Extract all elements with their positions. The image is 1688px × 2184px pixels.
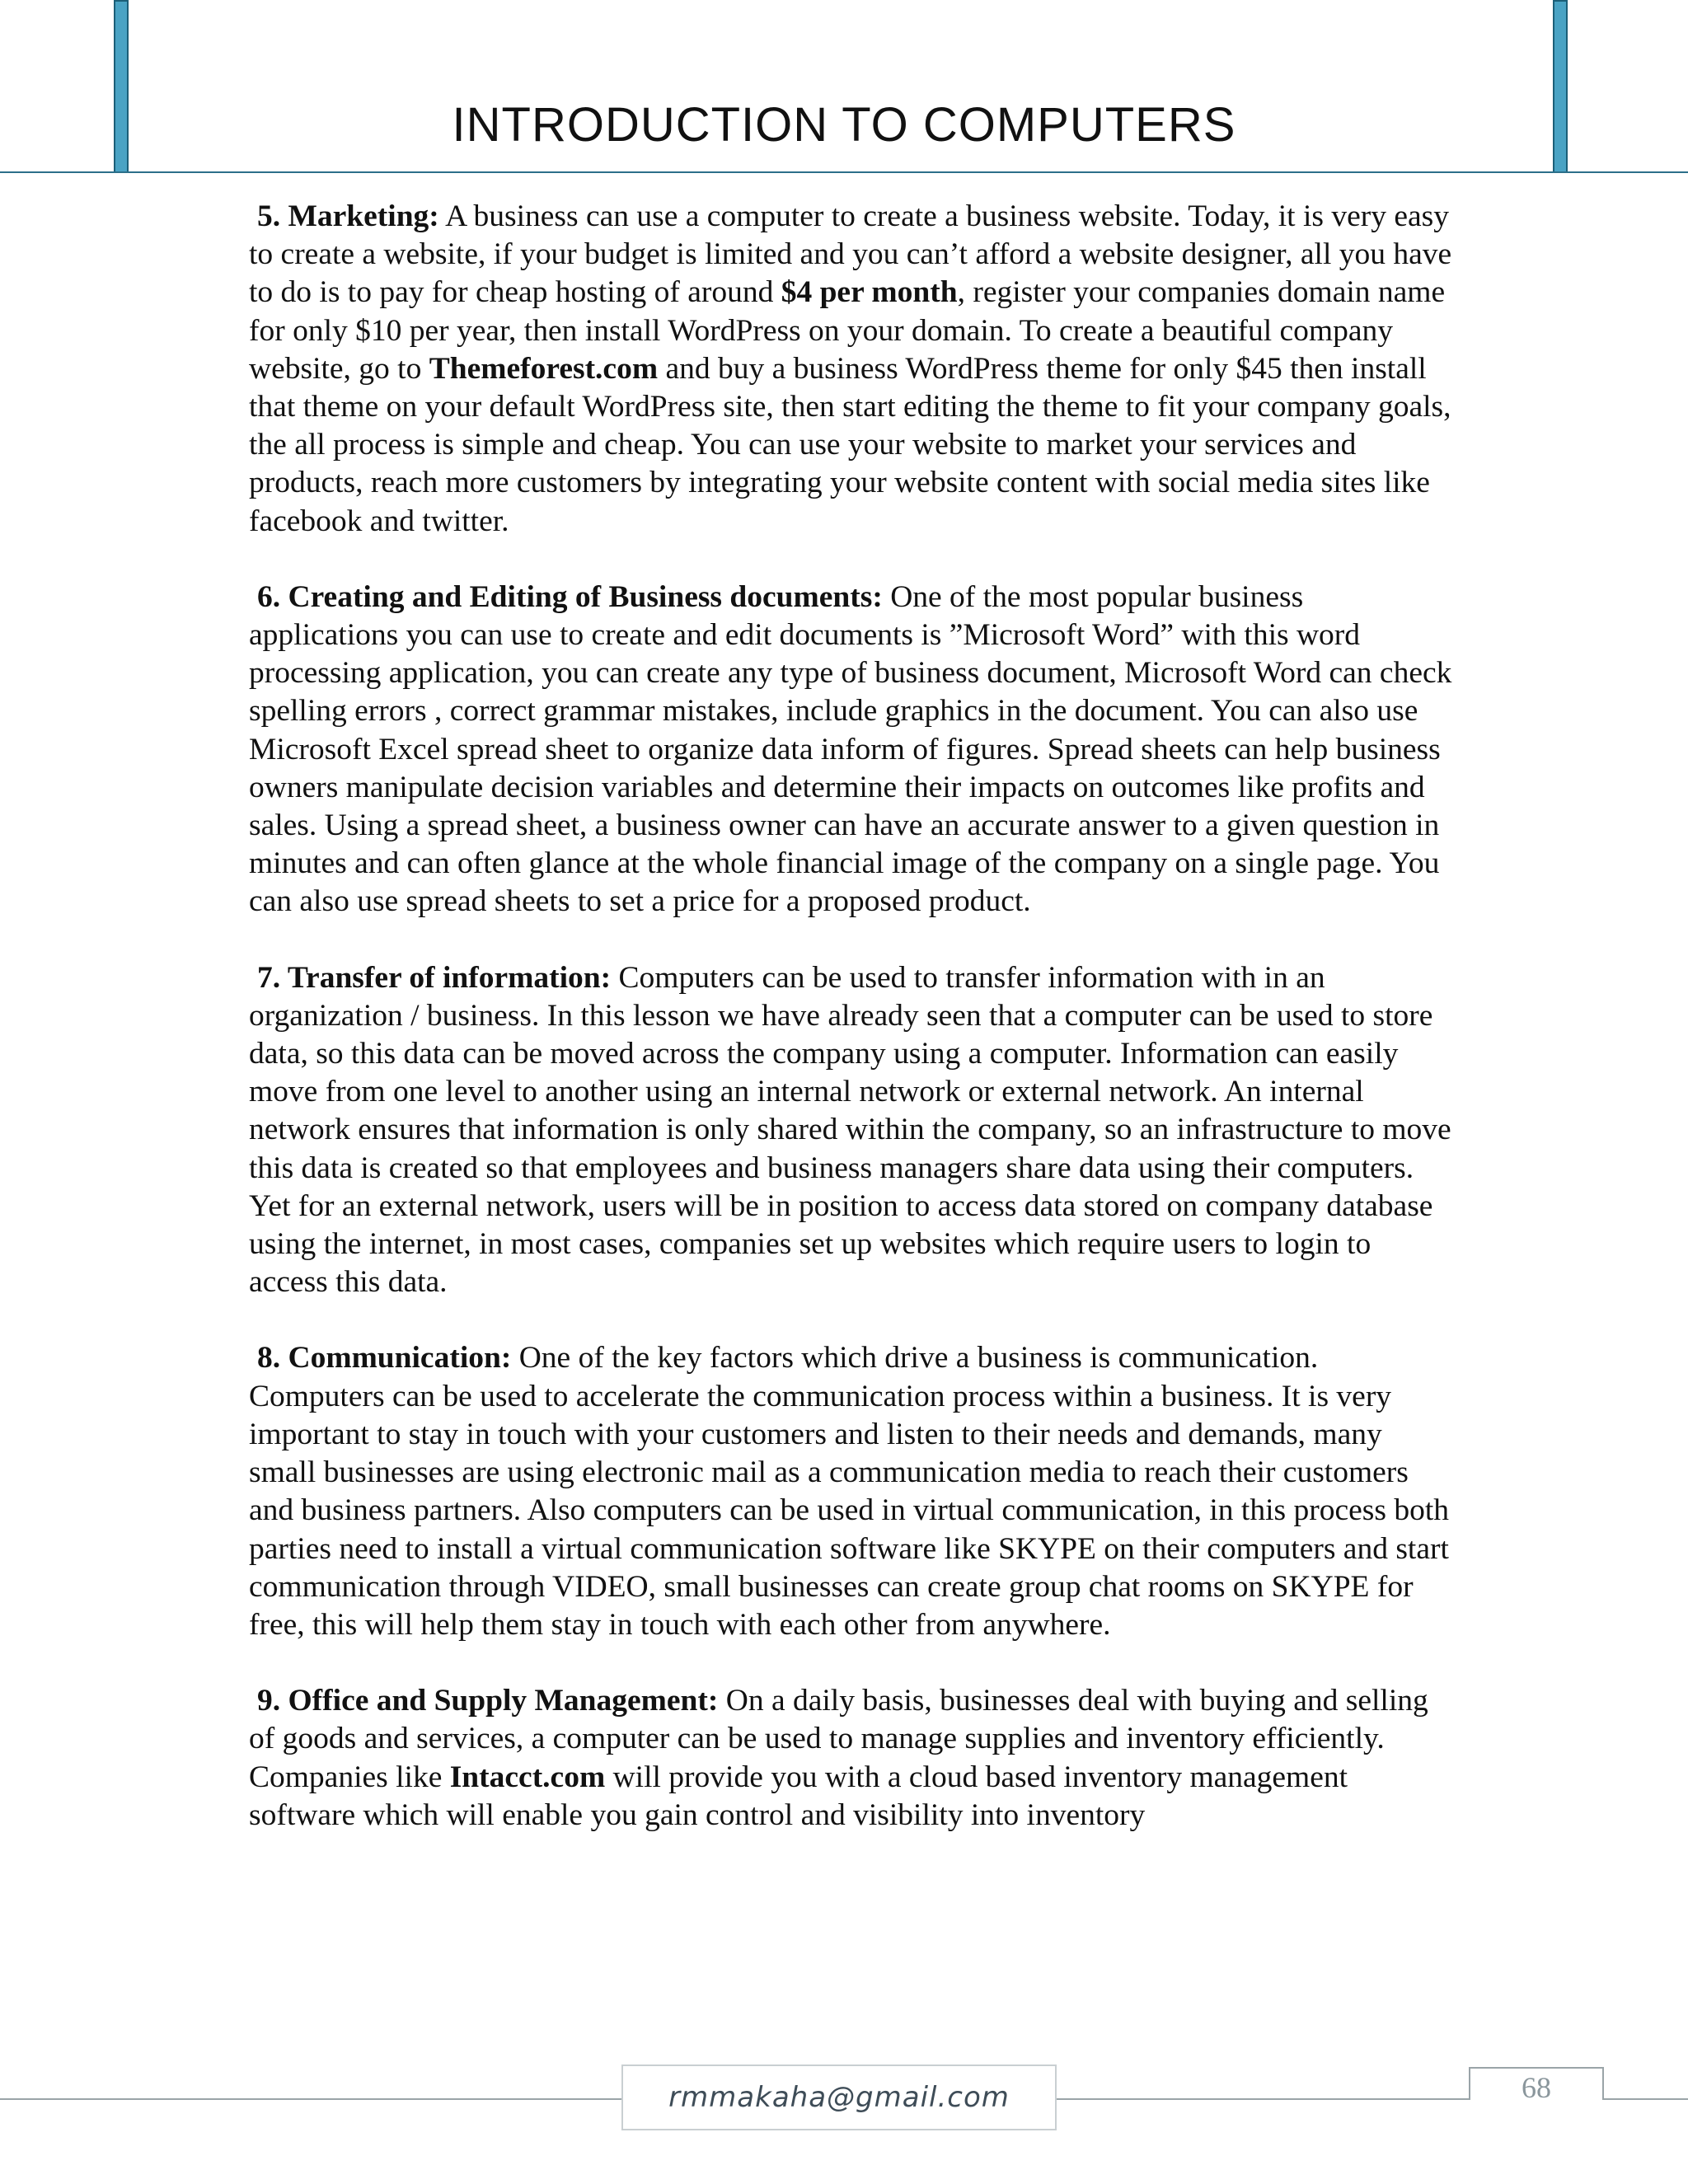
section-text: and buy a business WordPress theme for only $45 then install that theme on your default WordPress site, then start editing the theme to fit your company goals, the all process is simple and cheap. You can use your website to market your services and products, reach more customers by integrating your website content with social media sites like facebook and twitter. xyxy=(249,351,1451,538)
section-heading: 5. Marketing: xyxy=(257,199,439,233)
section-marketing xyxy=(249,198,1452,541)
section-heading: 7. Transfer of information: xyxy=(257,960,612,995)
footer-rule-right xyxy=(1604,2098,1688,2100)
footer-rule-middle xyxy=(1057,2098,1469,2100)
footer-rule-left xyxy=(0,2098,621,2100)
section-text: One of the key factors which drive a business is communication. Computers can be used to accelerate the communication process within a business. It is very important to stay in touch with your customers and listen to their needs and demands, many small businesses are using electronic mail as a communication media to reach their customers and business partners. Also computers can be used in virtual communication, in this process both parties need to install a virtual communication software like SKYPE on their computers and start communication through VIDEO, small businesses can create group chat rooms on SKYPE for free, this will help them stay in touch with each other from anywhere. xyxy=(249,1341,1449,1642)
page-header-title: INTRODUCTION TO COMPUTERS xyxy=(452,98,1236,152)
section-transfer-of-information xyxy=(249,959,1452,1302)
section-text: , register your companies domain name for only $10 per year, then install WordPress on your domain. To create a beautiful company website, go to xyxy=(249,275,1446,386)
page-number: 68 xyxy=(1522,2071,1551,2104)
section-text: On a daily basis, businesses deal with buying and selling of goods and services, a computer can be used to manage supplies and inventory efficiently. Companies like xyxy=(249,1684,1428,1794)
footer-email: rmmakaha@gmail.com xyxy=(621,2064,1057,2130)
section-heading: 6. Creating and Editing of Business documents: xyxy=(257,579,883,614)
section-business-documents xyxy=(249,579,1452,921)
section-text: will provide you with a cloud based inventory management software which will enable you gain control and visibility into inventory xyxy=(249,1760,1348,1832)
highlight-site: Intacct.com xyxy=(449,1760,606,1794)
section-heading: 8. Communication: xyxy=(257,1341,512,1376)
section-communication xyxy=(249,1339,1452,1644)
highlight-price: $4 per month xyxy=(781,275,958,310)
section-heading: 9. Office and Supply Management: xyxy=(257,1684,719,1718)
highlight-site: Themeforest.com xyxy=(429,351,659,386)
header-rule xyxy=(0,171,1688,173)
section-text: Computers can be used to transfer information with in an organization / business. In this lesson we have already seen that a computer can be used to store data, so this data can be moved across the company using a computer. Information can easily move from one level to another using an internal network or external network. An internal network ensures that information is only shared within the company, so an infrastructure to move this data is created so that employees and business managers share data using their computers. Yet for an external network, users will be in position to access data stored on company database using the internet, in most cases, companies set up websites which require users to login to access this data. xyxy=(249,960,1451,1300)
section-office-supply-management xyxy=(249,1682,1452,1835)
section-text: One of the most popular business applications you can use to create and edit documents is ”Microsoft Word” with this word processing application, you can create any type of business document, Microsoft Word can check spelling errors , correct grammar mistakes, include graphics in the document. You can also use Microsoft Excel spread sheet to organize data inform of figures. Spread sheets can help business owners manipulate decision variables and determine their impacts on outcomes like profits and sales. Using a spread sheet, a business owner can have an accurate answer to a given question in minutes and can often glance at the whole financial image of the company on a single page. You can also use spread sheets to set a price for a proposed product. xyxy=(249,579,1452,919)
section-text: A business can use a computer to create a business website. Today, it is very easy to create a website, if your budget is limited and you can’t afford a website designer, all you have to do is to pay for cheap hosting of around xyxy=(249,199,1452,310)
document-body xyxy=(249,198,1452,1872)
